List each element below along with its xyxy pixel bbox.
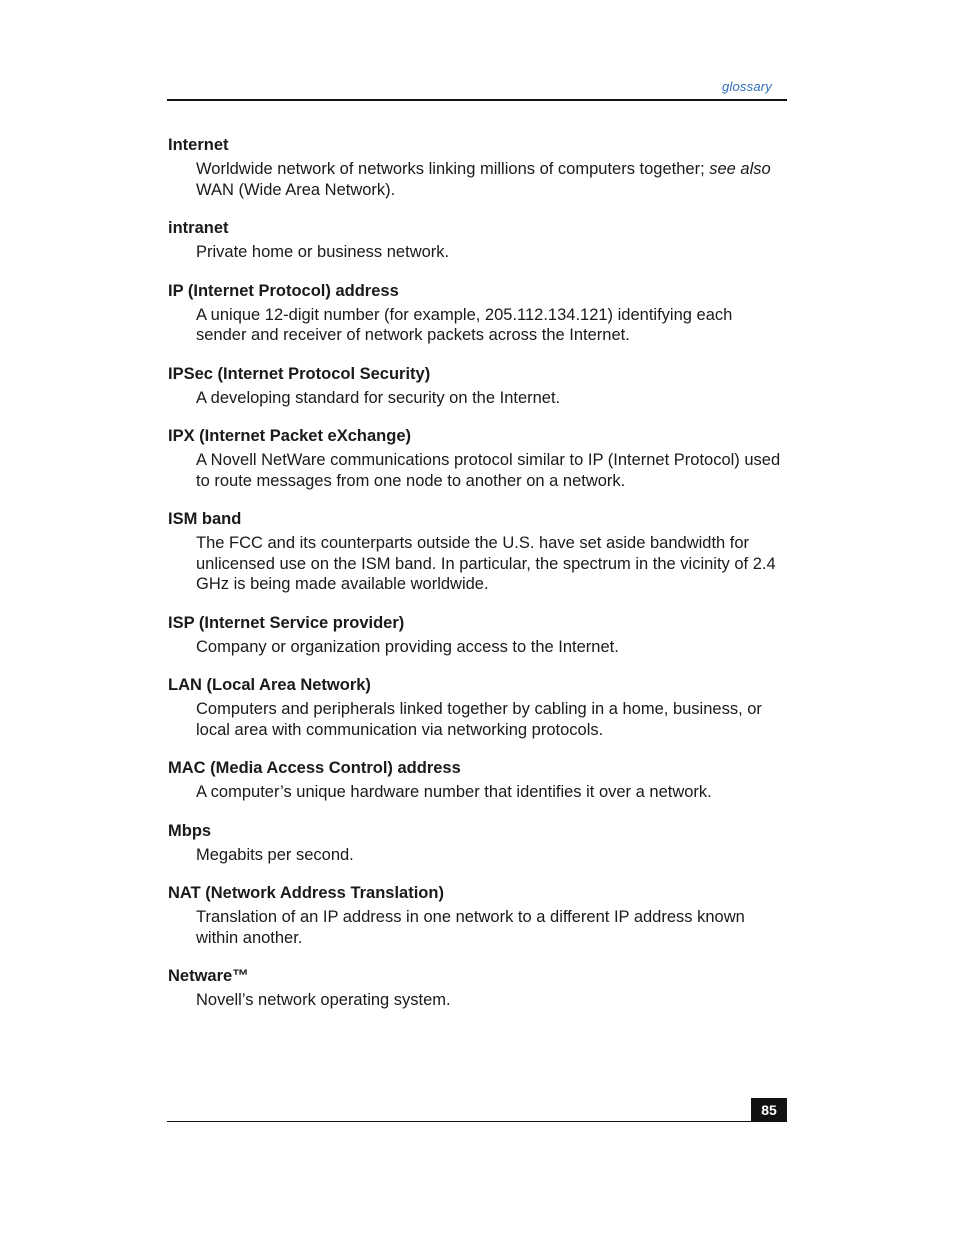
glossary-entry: [168, 674, 788, 740]
glossary-entry: [168, 134, 788, 200]
footer-divider: [167, 1121, 787, 1122]
glossary-term: Internet: [168, 136, 229, 154]
glossary-definition: A developing standard for security on the Internet.: [196, 388, 561, 407]
glossary-definition: Company or organization providing access to the Internet.: [196, 637, 619, 656]
glossary-definition: A Novell NetWare communications protocol similar to IP (Internet Protocol) used to route messages from one node to another on a network.: [196, 451, 781, 490]
glossary-definition: Megabits per second.: [196, 845, 354, 864]
glossary-term: intranet: [168, 219, 229, 237]
glossary-term: IP (Internet Protocol) address: [168, 281, 399, 300]
page-number: 85: [751, 1098, 787, 1122]
glossary-definition: Computers and peripherals linked together by cabling in a home, business, or local area with communication via networking protocols.: [196, 700, 762, 739]
definition-tail: WAN (Wide Area Network).: [196, 180, 396, 199]
glossary-term: MAC (Media Access Control) address: [168, 759, 461, 777]
glossary-definition: [196, 159, 788, 200]
glossary-term: IPX (Internet Packet eXchange): [168, 427, 411, 445]
header-divider: [167, 99, 787, 101]
glossary-entry: [168, 217, 788, 263]
glossary-entry: [168, 612, 788, 658]
glossary-definition: Translation of an IP address in one network to a different IP address known within another.: [196, 908, 745, 947]
definition-text: Worldwide network of networks linking millions of computers together;: [196, 160, 710, 178]
glossary-entry: [168, 508, 788, 595]
glossary-term: Mbps: [168, 821, 212, 840]
glossary-entry: [168, 965, 788, 1011]
glossary-entry: [168, 425, 788, 491]
glossary-term: NAT (Network Address Translation): [168, 884, 444, 902]
glossary-term: LAN (Local Area Network): [168, 676, 371, 694]
glossary-definition: A computer’s unique hardware number that identifies it over a network.: [196, 783, 712, 801]
glossary-term: ISM band: [168, 510, 242, 528]
glossary-entry: [168, 882, 788, 948]
section-header-label: glossary: [721, 79, 772, 94]
glossary-definition: A unique 12-digit number (for example, 205.112.134.121) identifying each sender and receiver of network packets across the Internet.: [196, 305, 733, 344]
glossary-term: ISP (Internet Service provider): [168, 613, 405, 632]
glossary-entry: [168, 757, 788, 803]
glossary-term: Netware™: [168, 967, 249, 985]
glossary-definition: Novell’s network operating system.: [196, 991, 451, 1009]
glossary-entry: [168, 280, 788, 346]
glossary-definition: The FCC and its counterparts outside the U.S. have set aside bandwidth for unlicensed use on the ISM band. In particular, the spectrum in the vicinity of 2.4 GHz is being made available worldwide.: [196, 534, 776, 593]
definition-see-also: see also: [709, 160, 771, 178]
glossary-list: [168, 134, 788, 1028]
glossary-entry: [168, 820, 788, 866]
glossary-entry: [168, 363, 788, 409]
glossary-definition: Private home or business network.: [196, 243, 450, 261]
glossary-term: IPSec (Internet Protocol Security): [168, 364, 431, 383]
